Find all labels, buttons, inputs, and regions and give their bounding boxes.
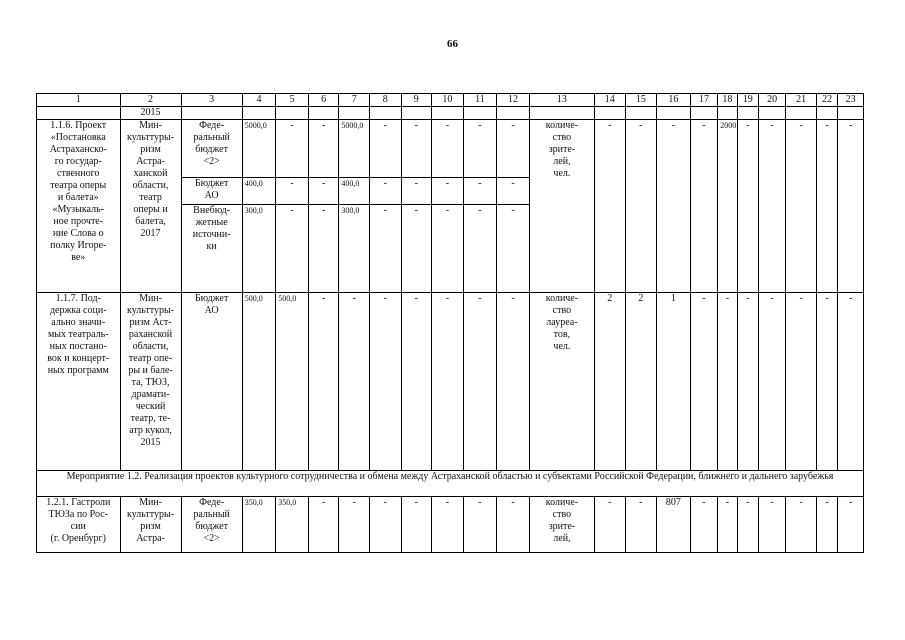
indicator-value: 2 <box>625 293 657 471</box>
col-number: 9 <box>401 94 432 107</box>
indicator-value: - <box>786 293 817 471</box>
col-number: 8 <box>369 94 401 107</box>
executor: Мин- культтуры- ризм Аст- раханской области, театр опе- ры и бале- та, ТЮЗ, драмати- ческий театр, те- атр кукол, 2015 <box>120 293 181 471</box>
amount-cell: - <box>369 293 401 471</box>
indicator-value: 2 <box>595 293 626 471</box>
executor: Мин- культтуры- ризм Астра- <box>120 497 181 553</box>
column-number-row <box>37 94 864 107</box>
amount-cell: - <box>497 293 530 471</box>
indicator-value: - <box>816 497 837 553</box>
indicator-value: - <box>758 120 785 293</box>
indicator-value: - <box>816 120 837 293</box>
amount-cell: - <box>276 178 309 205</box>
col-number: 10 <box>432 94 464 107</box>
indicator: количе- ство зрите- лей, <box>529 497 594 553</box>
activity-name: 1.2.1. Гастроли ТЮЗа по Рос- сии (г. Оренбург) <box>37 497 121 553</box>
amount-cell: 5000,0 <box>339 120 370 178</box>
amount-cell: - <box>401 497 432 553</box>
amount-cell: - <box>463 497 497 553</box>
col-number: 5 <box>276 94 309 107</box>
indicator-value: - <box>758 293 785 471</box>
amount-cell: - <box>276 205 309 293</box>
indicator-value: - <box>786 497 817 553</box>
col-number: 18 <box>718 94 737 107</box>
col-number: 21 <box>786 94 817 107</box>
amount-cell: 400,0 <box>339 178 370 205</box>
table-row <box>37 293 864 471</box>
amount-cell: - <box>308 178 339 205</box>
amount-cell: 300,0 <box>242 205 276 293</box>
amount-cell: - <box>463 205 497 293</box>
section-row <box>37 471 864 497</box>
indicator-value: - <box>838 293 864 471</box>
amount-cell: - <box>497 497 530 553</box>
col-number: 19 <box>737 94 758 107</box>
funding-source: Феде- ральный бюджет <2> <box>181 120 242 178</box>
amount-cell: - <box>308 120 339 178</box>
amount-cell: - <box>401 120 432 178</box>
amount-cell: 500,0 <box>276 293 309 471</box>
indicator-value: - <box>657 120 691 293</box>
indicator-value: - <box>838 497 864 553</box>
amount-cell: - <box>401 178 432 205</box>
indicator: количе- ство лауреа- тов, чел. <box>529 293 594 471</box>
col-number: 7 <box>339 94 370 107</box>
funding-source: Бюджет АО <box>181 293 242 471</box>
executor: Мин- культтуры- ризм Астра- ханской области, театр оперы и балета, 2017 <box>120 120 181 293</box>
indicator-value: 1 <box>657 293 691 471</box>
amount-cell: - <box>432 497 464 553</box>
section-title: Мероприятие 1.2. Реализация проектов культурного сотрудничества и обмена между Астраханской областью и субъектами Российской Федерации, ближнего и дальнего зарубежья <box>37 471 864 497</box>
amount-cell: - <box>369 120 401 178</box>
amount-cell: 400,0 <box>242 178 276 205</box>
col-number: 20 <box>758 94 785 107</box>
year-cell: 2015 <box>120 107 181 120</box>
table-row <box>37 497 864 553</box>
amount-cell: - <box>369 497 401 553</box>
amount-cell: 350,0 <box>276 497 309 553</box>
col-number: 22 <box>816 94 837 107</box>
amount-cell: - <box>497 120 530 178</box>
col-number: 3 <box>181 94 242 107</box>
col-number: 4 <box>242 94 276 107</box>
activity-name: 1.1.6. Проект «Постановка Астраханско- го государ- ственного театра оперы и балета» «Музыкаль- ное прочте- ние Слова о полку Игоре- ве» <box>37 120 121 293</box>
amount-cell: - <box>497 205 530 293</box>
amount-cell: - <box>308 497 339 553</box>
amount-cell: 5000,0 <box>242 120 276 178</box>
indicator-value: - <box>690 120 717 293</box>
indicator-value: - <box>595 120 626 293</box>
indicator-value: - <box>737 120 758 293</box>
activity-name: 1.1.7. Под- держка соци- ально значи- мых театраль- ных постано- вок и концерт- ных программ <box>37 293 121 471</box>
amount-cell: - <box>308 293 339 471</box>
indicator-value: - <box>595 497 626 553</box>
amount-cell: - <box>369 205 401 293</box>
col-number: 16 <box>657 94 691 107</box>
indicator-value: - <box>625 497 657 553</box>
amount-cell: - <box>463 293 497 471</box>
page-number: 66 <box>447 38 458 50</box>
amount-cell: 300,0 <box>339 205 370 293</box>
col-number: 13 <box>529 94 594 107</box>
funding-source: Внебюд- жетные источни- ки <box>181 205 242 293</box>
indicator-value: 807 <box>657 497 691 553</box>
indicator-value: - <box>690 293 717 471</box>
col-number: 15 <box>625 94 657 107</box>
amount-cell: - <box>401 293 432 471</box>
amount-cell: - <box>276 120 309 178</box>
indicator-value: - <box>690 497 717 553</box>
amount-cell: - <box>463 120 497 178</box>
indicator-value: - <box>718 497 737 553</box>
indicator-value: - <box>786 120 817 293</box>
indicator: количе- ство зрите- лей, чел. <box>529 120 594 293</box>
col-number: 14 <box>595 94 626 107</box>
indicator-value: 2000 <box>718 120 737 293</box>
indicator-value: - <box>758 497 785 553</box>
indicator-value: - <box>737 293 758 471</box>
col-number: 17 <box>690 94 717 107</box>
col-number: 1 <box>37 94 121 107</box>
amount-cell: - <box>432 178 464 205</box>
col-number: 6 <box>308 94 339 107</box>
amount-cell: - <box>339 293 370 471</box>
amount-cell: - <box>432 205 464 293</box>
amount-cell: 500,0 <box>242 293 276 471</box>
program-table <box>36 93 864 553</box>
amount-cell: - <box>432 120 464 178</box>
amount-cell: - <box>401 205 432 293</box>
continuation-row <box>37 107 864 120</box>
col-number: 23 <box>838 94 864 107</box>
amount-cell: - <box>369 178 401 205</box>
col-number: 2 <box>120 94 181 107</box>
funding-source: Феде- ральный бюджет <2> <box>181 497 242 553</box>
col-number: 11 <box>463 94 497 107</box>
col-number: 12 <box>497 94 530 107</box>
indicator-value: - <box>838 120 864 293</box>
amount-cell: - <box>308 205 339 293</box>
indicator-value: - <box>816 293 837 471</box>
amount-cell: - <box>463 178 497 205</box>
indicator-value: - <box>718 293 737 471</box>
amount-cell: - <box>339 497 370 553</box>
funding-source: Бюджет АО <box>181 178 242 205</box>
amount-cell: 350,0 <box>242 497 276 553</box>
indicator-value: - <box>737 497 758 553</box>
amount-cell: - <box>497 178 530 205</box>
amount-cell: - <box>432 293 464 471</box>
indicator-value: - <box>625 120 657 293</box>
table-row <box>37 120 864 178</box>
